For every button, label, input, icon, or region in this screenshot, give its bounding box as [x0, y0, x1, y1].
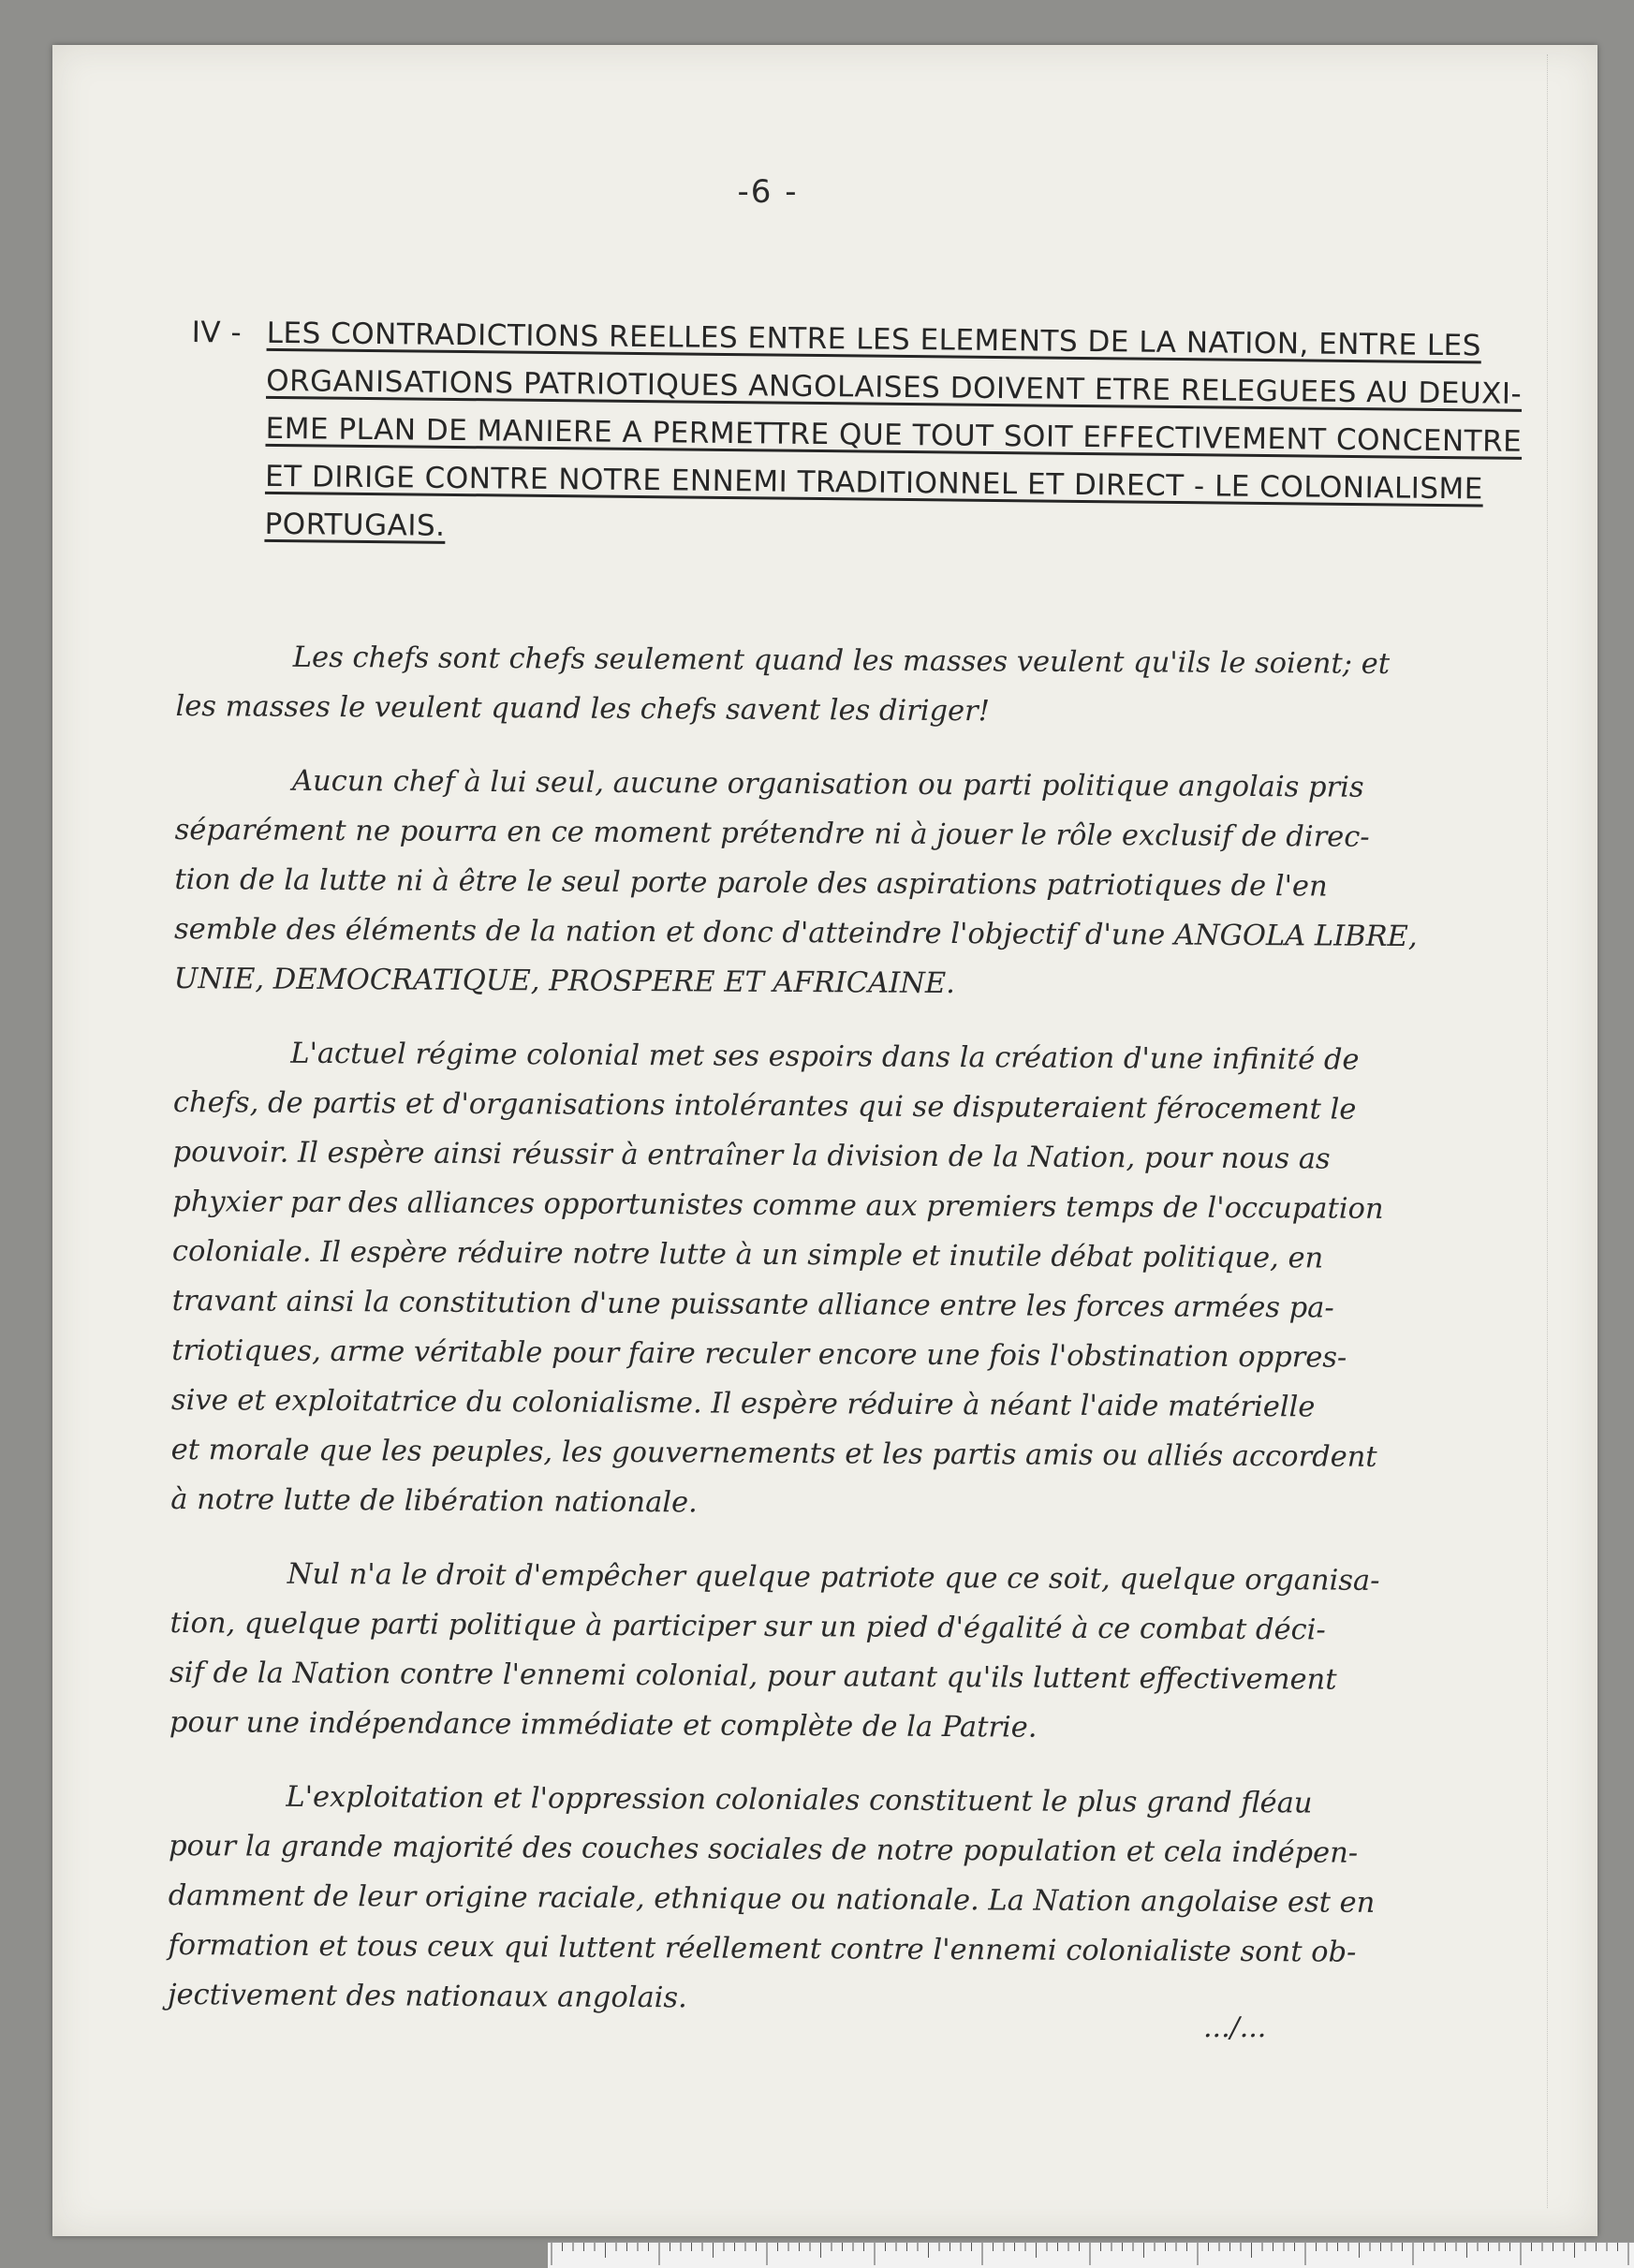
text-line: Aucun chef à lui seul, aucune organisation ou parti politique angolais pris [291, 764, 1364, 804]
text-line: formation et tous ceux qui luttent réellement contre l'ennemi colonialiste sont ob- [168, 1928, 1357, 1969]
text-line: jectivement des nationaux angolais. [168, 1978, 687, 2015]
text-line: Nul n'a le droit d'empêcher quelque patriote que ce soit, quelque organisa- [287, 1557, 1380, 1598]
text-line: semble des éléments de la nation et donc d'atteindre l'objectif d'une ANGOLA LIBRE, [173, 912, 1418, 954]
text-line: L'exploitation et l'oppression coloniales constituent le plus grand fléau [286, 1780, 1313, 1820]
text-line: phyxier par des alliances opportunistes comme aux premiers temps de l'occupation [172, 1185, 1384, 1226]
ruler-ticks [548, 2243, 1634, 2268]
text-line: les masses le veulent quand les chefs savent les diriger! [175, 689, 991, 729]
text-line: travant ainsi la constitution d'une puissante alliance entre les forces armées pa- [171, 1284, 1334, 1325]
text-line: pour une indépendance immédiate et complète de la Patrie. [169, 1705, 1038, 1745]
section-heading [189, 309, 1523, 560]
heading-text: PORTUGAIS. [264, 507, 446, 543]
text-line: séparément ne pourra en ce moment prétendre ni à jouer le rôle exclusif de direc- [174, 813, 1370, 854]
text-line: pouvoir. Il espère ainsi réussir à entraîner la division de la Nation, pour nous as [172, 1135, 1331, 1176]
text-line: L'actuel régime colonial met ses espoirs dans la création d'une infinité de [290, 1037, 1360, 1077]
page-edge-marks [1547, 54, 1604, 2208]
text-line: chefs, de partis et d'organisations intolérantes qui se disputeraient férocement le [172, 1085, 1357, 1127]
text-line: UNIE, DEMOCRATIQUE, PROSPERE ET AFRICAINE. [173, 962, 955, 1001]
text-line: sif de la Nation contre l'ennemi colonial, pour autant qu'ils luttent effectivement [169, 1656, 1337, 1697]
paragraph [175, 632, 1421, 739]
paragraph [174, 756, 1421, 1011]
text-line: Les chefs sont chefs seulement quand les masses veulent qu'ils le soient; et [292, 641, 1391, 681]
paragraph [169, 1549, 1416, 1755]
heading-text: ORGANISATIONS PATRIOTIQUES ANGOLAISES DOIVENT ETRE RELEGUEES AU DEUXI- [266, 363, 1523, 411]
text-line: à notre lutte de libération nationale. [170, 1482, 698, 1520]
paragraph [170, 1028, 1419, 1532]
heading-text: LES CONTRADICTIONS REELLES ENTRE LES ELEMENTS DE LA NATION, ENTRE LES [266, 316, 1482, 363]
body-text [168, 632, 1421, 2052]
paragraph [168, 1772, 1415, 2027]
text-line: sive et exploitatrice du colonialisme. Il espère réduire à néant l'aide matérielle [170, 1383, 1316, 1424]
text-line: et morale que les peuples, les gouvernements et les partis amis ou alliés accordent [170, 1433, 1377, 1474]
heading-number: IV - [191, 315, 243, 350]
text-line: pour la grande majorité des couches sociales de notre population et cela indépen- [168, 1829, 1359, 1870]
text-line: tion, quelque parti politique à participer sur un pied d'égalité à ce combat déci- [169, 1606, 1326, 1647]
page-number: -6 - [737, 173, 799, 211]
text-line: damment de leur origine raciale, ethnique ou nationale. La Nation angolaise est en [168, 1878, 1376, 1920]
text-line: tion de la lutte ni à être le seul porte parole des aspirations patriotiques de l'en [174, 862, 1328, 904]
text-line: triotiques, arme véritable pour faire reculer encore une fois l'obstination oppres- [171, 1333, 1347, 1375]
text-line: coloniale. Il espère réduire notre lutte à un simple et inutile débat politique, en [171, 1234, 1324, 1275]
continuation-marker: .../... [1203, 2011, 1267, 2044]
scale-ruler [548, 2242, 1634, 2268]
heading-text: ET DIRIGE CONTRE NOTRE ENNEMI TRADITIONNEL ET DIRECT - LE COLONIALISME [264, 459, 1484, 507]
heading-text: EME PLAN DE MANIERE A PERMETTRE QUE TOUT SOIT EFFECTIVEMENT CONCENTRE [265, 411, 1523, 459]
